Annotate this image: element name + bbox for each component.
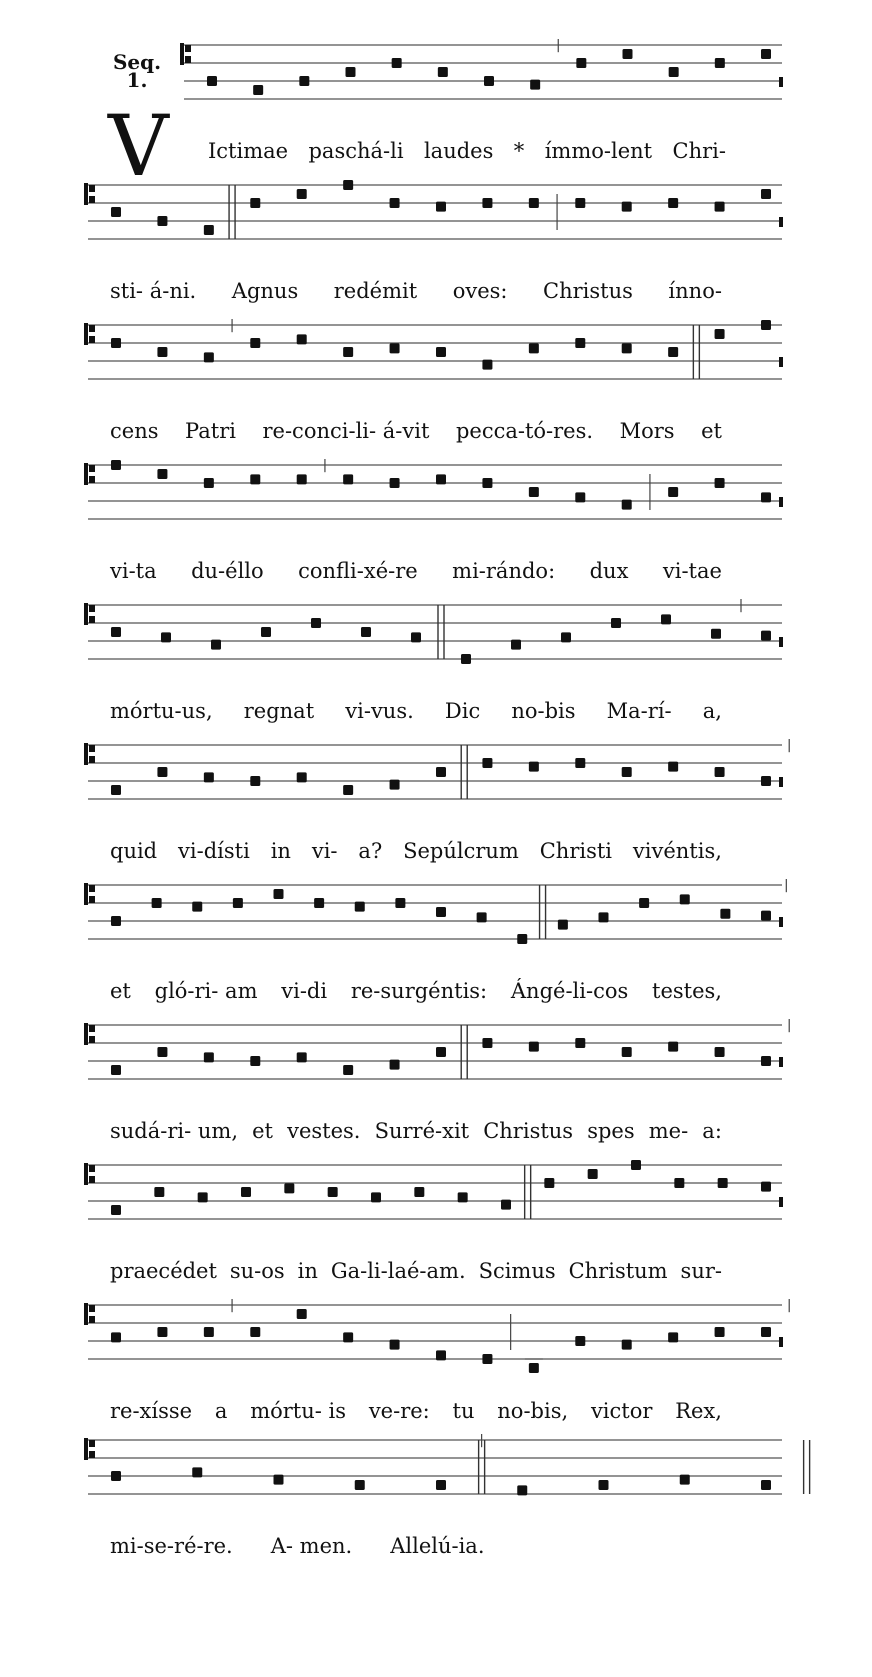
- neume-note: [250, 1056, 260, 1066]
- neume-note: [204, 1052, 214, 1062]
- c-clef-icon: [180, 43, 191, 65]
- c-clef-icon: [84, 1163, 95, 1185]
- neume-note: [611, 618, 621, 628]
- neume-note: [529, 762, 539, 772]
- neume-note: [297, 1052, 307, 1062]
- lyric-word: Christus: [483, 1119, 574, 1143]
- neume-note: [250, 198, 260, 208]
- neume-note: [346, 67, 356, 77]
- neume-note: [482, 198, 492, 208]
- neume-note: [484, 76, 494, 86]
- neume-note: [436, 474, 446, 484]
- neume-note: [680, 1475, 690, 1485]
- neume-note: [111, 627, 121, 637]
- neume-note: [204, 478, 214, 488]
- neume-note: [436, 202, 446, 212]
- neume-note: [622, 500, 632, 510]
- neume-note: [152, 898, 162, 908]
- lyric-line: [110, 419, 722, 443]
- lyric-word: confli-xé-re: [298, 559, 418, 583]
- neume-note: [715, 58, 725, 68]
- sequence-label: Seq. 1.: [112, 50, 162, 92]
- neume-note: [111, 338, 121, 348]
- neume-note: [390, 343, 400, 353]
- custos-icon: [779, 1337, 783, 1347]
- lyric-word: in: [270, 839, 291, 863]
- neume-note: [204, 772, 214, 782]
- lyric-line: [110, 1399, 722, 1423]
- neume-note: [250, 1327, 260, 1337]
- neume-note: [241, 1187, 251, 1197]
- neume-note: [599, 912, 609, 922]
- lyric-word: no-bis,: [497, 1399, 569, 1423]
- neume-note: [297, 1309, 307, 1319]
- neume-note: [436, 1047, 446, 1057]
- neume-note: [715, 478, 725, 488]
- neume-note: [436, 907, 446, 917]
- neume-note: [395, 898, 405, 908]
- lyric-line: [208, 139, 726, 163]
- neume-note: [501, 1200, 511, 1210]
- lyric-word: *: [513, 139, 525, 163]
- lyric-line: [110, 1534, 722, 1558]
- neume-note: [761, 49, 771, 59]
- neume-note: [575, 492, 585, 502]
- lyric-word: mi-rándo:: [452, 559, 556, 583]
- lyric-word: dux: [589, 559, 629, 583]
- lyric-word: Patri: [185, 419, 236, 443]
- neume-note: [622, 1340, 632, 1350]
- lyric-word: Christus: [543, 279, 633, 303]
- neume-note: [561, 632, 571, 642]
- neume-note: [631, 1160, 641, 1170]
- lyric-word: Chri-: [672, 139, 726, 163]
- lyric-word: a: [214, 1399, 228, 1423]
- neume-note: [157, 1047, 167, 1057]
- neume-note: [436, 1480, 446, 1490]
- neume-note: [111, 460, 121, 470]
- neume-note: [639, 898, 649, 908]
- neume-note: [192, 1467, 202, 1477]
- neume-note: [343, 347, 353, 357]
- neume-note: [674, 1178, 684, 1188]
- custos-icon: [779, 1057, 783, 1067]
- lyric-word: Sepúlcrum: [403, 839, 519, 863]
- neume-note: [544, 1178, 554, 1188]
- neume-note: [482, 1038, 492, 1048]
- neume-note: [558, 920, 568, 930]
- c-clef-icon: [84, 323, 95, 345]
- neume-note: [253, 85, 263, 95]
- neume-note: [343, 474, 353, 484]
- neume-note: [761, 1182, 771, 1192]
- neume-note: [274, 889, 284, 899]
- c-clef-icon: [84, 1438, 95, 1460]
- neume-note: [414, 1187, 424, 1197]
- neume-note: [761, 1056, 771, 1066]
- neume-note: [720, 909, 730, 919]
- neume-note: [157, 1327, 167, 1337]
- neume-note: [576, 58, 586, 68]
- lyric-line: [110, 1259, 722, 1283]
- neume-note: [668, 198, 678, 208]
- neume-note: [111, 1471, 121, 1481]
- neume-note: [154, 1187, 164, 1197]
- lyric-word: gló-ri- am: [154, 979, 258, 1003]
- lyric-line: [110, 839, 722, 863]
- c-clef-icon: [84, 883, 95, 905]
- lyric-word: Surré-xit: [374, 1119, 470, 1143]
- c-clef-icon: [84, 743, 95, 765]
- c-clef-icon: [84, 183, 95, 205]
- lyric-word: vi-: [311, 839, 338, 863]
- neume-note: [211, 640, 221, 650]
- neume-note: [284, 1183, 294, 1193]
- lyric-word: sti- á-ni.: [110, 279, 197, 303]
- lyric-word: Scimus: [478, 1259, 556, 1283]
- neume-note: [623, 49, 633, 59]
- neume-note: [517, 1485, 527, 1495]
- lyric-word: Allelú-ia.: [390, 1534, 485, 1558]
- lyric-word: Christi: [539, 839, 613, 863]
- lyric-word: a:: [702, 1119, 722, 1143]
- custos-icon: [779, 1197, 783, 1207]
- c-clef-icon: [84, 603, 95, 625]
- lyric-word: vi-dísti: [178, 839, 250, 863]
- neume-note: [390, 1060, 400, 1070]
- neume-note: [669, 67, 679, 77]
- custos-icon: [779, 917, 783, 927]
- lyric-word: paschá-li: [308, 139, 404, 163]
- lyric-word: sur-: [680, 1259, 722, 1283]
- lyric-word: a?: [358, 839, 383, 863]
- neume-note: [715, 202, 725, 212]
- neume-note: [661, 614, 671, 624]
- neume-note: [436, 347, 446, 357]
- neume-note: [361, 627, 371, 637]
- c-clef-icon: [84, 463, 95, 485]
- lyric-line: [110, 699, 722, 723]
- lyric-word: vivéntis,: [632, 839, 722, 863]
- neume-note: [297, 334, 307, 344]
- neume-note: [274, 1475, 284, 1485]
- neume-note: [622, 1047, 632, 1057]
- neume-note: [668, 487, 678, 497]
- neume-note: [343, 1065, 353, 1075]
- lyric-word: su-os: [229, 1259, 285, 1283]
- neume-note: [192, 902, 202, 912]
- lyric-word: praecédet: [110, 1259, 217, 1283]
- neume-note: [680, 894, 690, 904]
- neume-note: [297, 772, 307, 782]
- lyric-word: Ángé-li-cos: [510, 979, 629, 1003]
- neume-note: [458, 1192, 468, 1202]
- lyric-word: Ictimae: [208, 139, 289, 163]
- neume-note: [711, 629, 721, 639]
- neume-note: [204, 352, 214, 362]
- neume-note: [390, 780, 400, 790]
- neume-note: [436, 1350, 446, 1360]
- lyric-word: re-surgéntis:: [350, 979, 488, 1003]
- neume-note: [371, 1192, 381, 1202]
- lyric-word: Christum: [568, 1259, 668, 1283]
- neume-note: [207, 76, 217, 86]
- lyric-word: oves:: [452, 279, 508, 303]
- lyric-word: A- men.: [270, 1534, 353, 1558]
- neume-note: [157, 767, 167, 777]
- neume-note: [718, 1178, 728, 1188]
- neume-note: [343, 180, 353, 190]
- c-clef-icon: [84, 1023, 95, 1045]
- neume-note: [111, 207, 121, 217]
- neume-note: [297, 474, 307, 484]
- neume-note: [328, 1187, 338, 1197]
- neume-note: [761, 189, 771, 199]
- lyric-word: et: [252, 1119, 273, 1143]
- lyric-line: [110, 1119, 722, 1143]
- lyric-word: vi-tae: [662, 559, 722, 583]
- lyric-word: vi-ta: [110, 559, 157, 583]
- neume-note: [299, 76, 309, 86]
- lyric-word: vi-vus.: [345, 699, 414, 723]
- neume-note: [261, 627, 271, 637]
- neume-note: [668, 347, 678, 357]
- neume-note: [599, 1480, 609, 1490]
- neume-note: [715, 767, 725, 777]
- neume-note: [511, 640, 521, 650]
- neume-note: [761, 1480, 771, 1490]
- lyric-word: ve-re:: [368, 1399, 430, 1423]
- neume-note: [157, 216, 167, 226]
- neume-note: [297, 189, 307, 199]
- lyric-word: mi-se-ré-re.: [110, 1534, 233, 1558]
- lyric-word: Agnus: [231, 279, 299, 303]
- neume-note: [668, 762, 678, 772]
- neume-note: [355, 1480, 365, 1490]
- neume-note: [436, 767, 446, 777]
- neume-note: [530, 80, 540, 90]
- neume-note: [529, 1042, 539, 1052]
- lyric-word: Ma-rí-: [606, 699, 672, 723]
- neume-note: [668, 1042, 678, 1052]
- neume-note: [482, 758, 492, 768]
- lyric-word: et: [701, 419, 722, 443]
- lyric-word: Rex,: [675, 1399, 722, 1423]
- lyric-line: [110, 279, 722, 303]
- neume-note: [715, 329, 725, 339]
- neume-note: [575, 758, 585, 768]
- lyric-word: et: [110, 979, 131, 1003]
- lyric-line: [110, 979, 722, 1003]
- lyric-word: Mors: [619, 419, 675, 443]
- neume-note: [111, 785, 121, 795]
- neume-note: [482, 360, 492, 370]
- neume-note: [761, 776, 771, 786]
- neume-note: [390, 478, 400, 488]
- neume-note: [482, 1354, 492, 1364]
- lyric-word: re-conci-li- á-vit: [262, 419, 430, 443]
- lyric-word: a,: [702, 699, 722, 723]
- neume-note: [390, 198, 400, 208]
- neume-note: [461, 654, 471, 664]
- neume-note: [575, 1336, 585, 1346]
- neume-note: [622, 202, 632, 212]
- lyric-word: vi-di: [281, 979, 328, 1003]
- neume-note: [517, 934, 527, 944]
- neume-note: [668, 1332, 678, 1342]
- custos-icon: [779, 497, 783, 507]
- lyric-word: redémit: [333, 279, 418, 303]
- lyric-word: me-: [648, 1119, 689, 1143]
- neume-note: [411, 632, 421, 642]
- neume-note: [111, 916, 121, 926]
- neume-note: [250, 776, 260, 786]
- neume-note: [250, 474, 260, 484]
- neume-note: [438, 67, 448, 77]
- lyric-word: laudes: [423, 139, 494, 163]
- lyric-word: mórtu-us,: [110, 699, 213, 723]
- neume-note: [761, 492, 771, 502]
- neume-note: [715, 1047, 725, 1057]
- neume-note: [588, 1169, 598, 1179]
- neume-note: [761, 631, 771, 641]
- lyric-word: in: [297, 1259, 318, 1283]
- neume-note: [250, 338, 260, 348]
- neume-note: [622, 767, 632, 777]
- neume-note: [482, 478, 492, 488]
- lyric-word: no-bis: [511, 699, 576, 723]
- neume-note: [529, 487, 539, 497]
- neume-note: [575, 198, 585, 208]
- neume-note: [529, 198, 539, 208]
- neume-note: [111, 1065, 121, 1075]
- neume-note: [161, 632, 171, 642]
- lyric-word: quid: [110, 839, 158, 863]
- lyric-line: [110, 559, 722, 583]
- neume-note: [715, 1327, 725, 1337]
- neume-note: [390, 1340, 400, 1350]
- neume-note: [111, 1332, 121, 1342]
- neume-note: [392, 58, 402, 68]
- neume-note: [529, 1363, 539, 1373]
- neume-note: [575, 338, 585, 348]
- neume-note: [204, 225, 214, 235]
- custos-icon: [779, 637, 783, 647]
- neume-note: [355, 902, 365, 912]
- lyric-word: testes,: [652, 979, 722, 1003]
- neume-note: [157, 347, 167, 357]
- neume-note: [311, 618, 321, 628]
- lyric-word: mórtu- is: [250, 1399, 347, 1423]
- lyric-word: sudá-ri- um,: [110, 1119, 238, 1143]
- lyric-word: tu: [452, 1399, 475, 1423]
- custos-icon: [779, 357, 783, 367]
- neume-note: [761, 320, 771, 330]
- lyric-word: pecca-tó-res.: [455, 419, 594, 443]
- neume-note: [343, 785, 353, 795]
- lyric-word: spes: [587, 1119, 635, 1143]
- lyric-word: re-xísse: [110, 1399, 193, 1423]
- lyric-word: ínno-: [668, 279, 722, 303]
- neume-note: [314, 898, 324, 908]
- initial-letter: V: [108, 97, 169, 195]
- custos-icon: [779, 217, 783, 227]
- neume-note: [622, 343, 632, 353]
- neume-note: [761, 1327, 771, 1337]
- neume-note: [343, 1332, 353, 1342]
- lyric-word: Ga-li-laé-am.: [330, 1259, 466, 1283]
- lyric-word: cens: [110, 419, 159, 443]
- custos-icon: [779, 777, 783, 787]
- neume-note: [477, 912, 487, 922]
- lyric-word: regnat: [243, 699, 315, 723]
- neume-note: [111, 1205, 121, 1215]
- lyric-word: ímmo-lent: [544, 139, 653, 163]
- neume-note: [529, 343, 539, 353]
- neume-note: [157, 469, 167, 479]
- neume-note: [233, 898, 243, 908]
- lyric-word: vestes.: [287, 1119, 361, 1143]
- lyric-word: victor: [590, 1399, 653, 1423]
- neume-note: [761, 911, 771, 921]
- lyric-word: Dic: [444, 699, 481, 723]
- neume-note: [198, 1192, 208, 1202]
- lyric-word: du-éllo: [191, 559, 264, 583]
- neume-note: [204, 1327, 214, 1337]
- c-clef-icon: [84, 1303, 95, 1325]
- neume-note: [575, 1038, 585, 1048]
- custos-icon: [779, 77, 783, 87]
